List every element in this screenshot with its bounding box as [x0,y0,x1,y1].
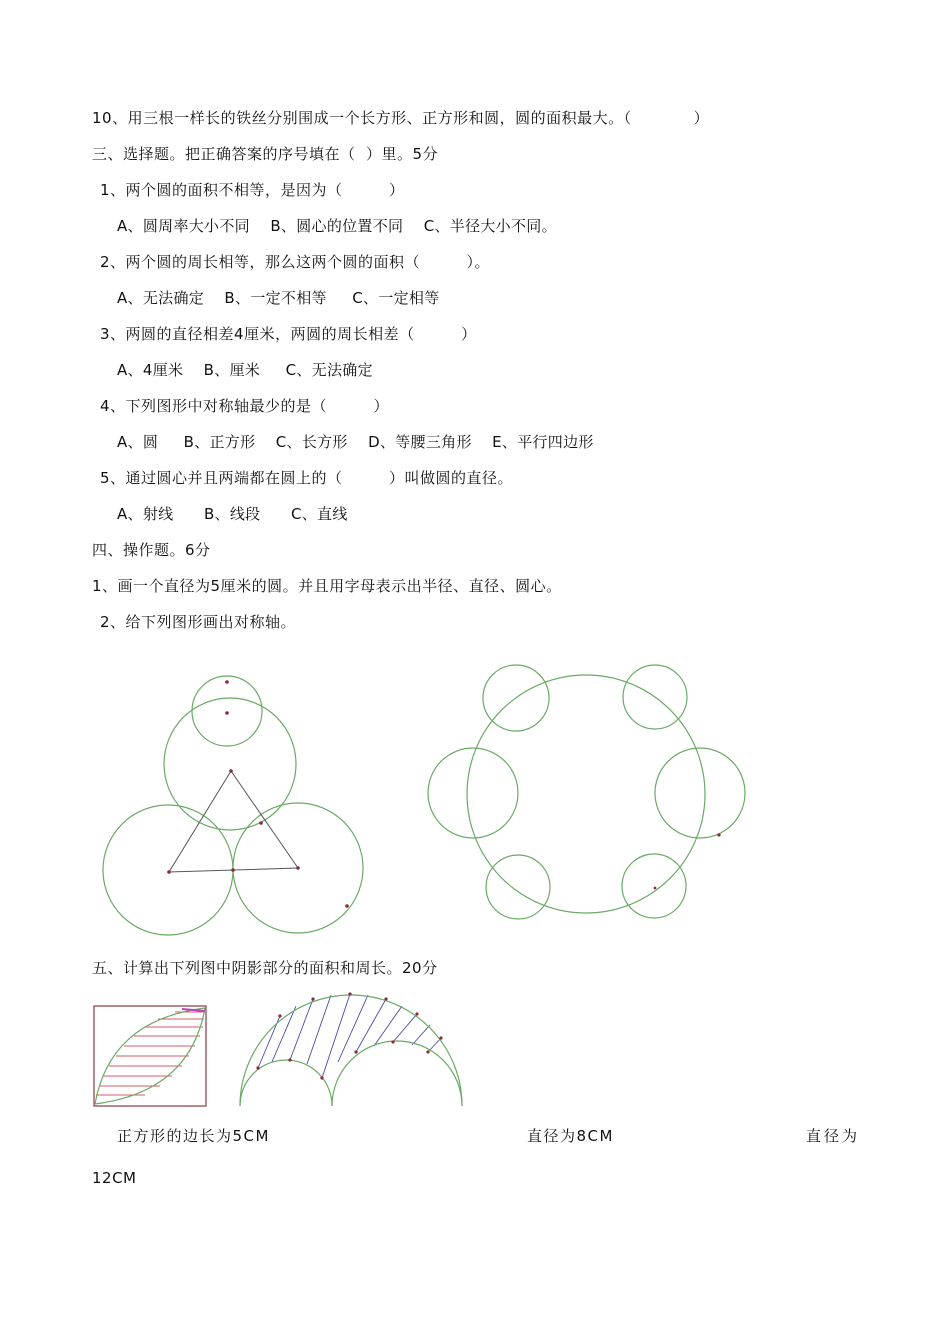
choice-question-4: 4、下列图形中对称轴最少的是（ ） [100,397,390,415]
middle-circle [164,698,296,830]
choice-question-2: 2、两个圆的周长相等，那么这两个圆的面积（ ）。 [100,253,491,271]
choice-question-3-options: A、4厘米 B、厘米 C、无法确定 [117,361,373,379]
ring-circle-bottom-right [622,854,686,918]
small-top-circle [192,676,262,746]
operation-question-1: 1、画一个直径为5厘米的圆。并且用字母表示出半径、直径、圆心。 [92,577,562,595]
figure-circles-triangle [100,670,370,940]
caption-diameter-8: 直径为8CM [527,1127,614,1145]
choice-question-2-options: A、无法确定 B、一定不相等 C、一定相等 [117,289,440,307]
choice-question-3: 3、两圆的直径相差4厘米，两圆的周长相差（ ） [100,325,477,343]
small-arc-right [332,1041,462,1106]
choice-question-4-options: A、圆 B、正方形 C、长方形 D、等腰三角形 E、平行四边形 [117,433,594,451]
small-arc-left [240,1060,332,1106]
choice-question-1: 1、两个圆的面积不相等，是因为（ ） [100,181,405,199]
figure-square-leaf [90,1000,210,1110]
choice-question-5: 5、通过圆心并且两端都在圆上的（ ）叫做圆的直径。 [100,469,514,487]
section-5-title: 五、计算出下列图中阴影部分的面积和周长。20分 [92,959,438,977]
question-10: 10、用三根一样长的铁丝分别围成一个长方形、正方形和圆，圆的面积最大。（ ） [92,109,710,127]
choice-question-1-options: A、圆周率大小不同 B、圆心的位置不同 C、半径大小不同。 [117,217,557,235]
ring-circle-left [428,748,518,838]
caption-diameter-12: 直径为 [806,1127,861,1145]
figure-circle-ring [422,660,752,930]
operation-question-2: 2、给下列图形画出对称轴。 [100,613,297,631]
choice-question-5-options: A、射线 B、线段 C、直线 [117,505,348,523]
caption-diameter-12-value: 12CM [92,1169,137,1187]
ring-circle-bottom-left [486,855,550,919]
big-circle [467,675,705,913]
outer-semicircle [240,995,462,1106]
section-3-title: 三、选择题。把正确答案的序号填在（ ）里。5分 [92,145,439,163]
figure-semicircle-shaded [234,985,474,1110]
bottom-left-circle [103,805,233,935]
section-4-title: 四、操作题。6分 [92,541,211,559]
caption-square-side: 正方形的边长为5CM [117,1127,270,1145]
